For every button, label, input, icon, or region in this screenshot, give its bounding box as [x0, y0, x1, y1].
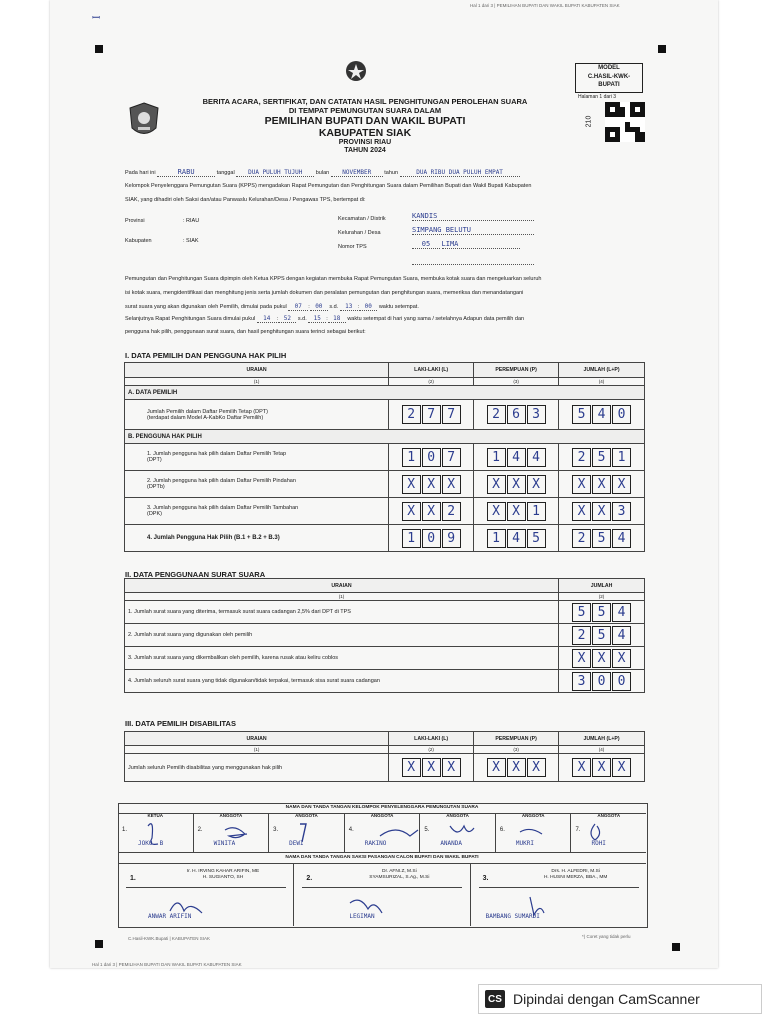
kecamatan-value: KANDIS [412, 212, 534, 221]
page-indicator: Halaman 1 dari 3 [578, 94, 617, 100]
paragraph-line-2: isi kotak suara, mengidentifikasi dan menghitung jenis serta jumlah dokumen dan peralatan pemungutan dan penghitungan suara, memeriksa dan menandatangani [125, 290, 524, 296]
tps-code: 210 [585, 115, 593, 128]
paragraph-line-1: Pemungutan dan Penghitungan Suara dipimpin oleh Ketua KPPS dengan kegiatan membuka Rapat Pemungutan Suara, membuka kotak suara dan mengeluarkan seluruh [125, 276, 542, 282]
table-row: 2. Jumlah pengguna hak pilih dalam Daftar Pemilih Pindahan (DPTb) X X X X X X X X X [125, 471, 645, 498]
table-row: 4. Jumlah Pengguna Hak Pilih (B.1 + B.2 + B.3) 1 0 9 1 4 5 2 5 4 [125, 525, 645, 552]
footnote: *) Coret yang tidak perlu [582, 934, 631, 939]
intro-date-line: Pada hari ini RABU tanggal DUA PULUH TUJUH bulan NOVEMBER tahun DUA RIBU DUA PULUH EMPAT [125, 168, 520, 177]
section-2-table: URAIAN JUMLAH (1) (2) 1. Jumlah surat suara yang diterima, termasuk surat suara cadangan 2,5% dari DPT di TPS 5 5 4 2. Jumlah surat suara yang digunakan oleh pemilih 2 5 4 3. Jumlah surat suara yang dikembalikan oleh pemilih, karena rusak atau keliru coblos X X X 4. Jumlah seluruh surat suara yang tidak digunakan/tidak terpakai, termasuk sisa surat suara cadangan 3 0 0 [124, 578, 645, 693]
table-row: 1. Jumlah pengguna hak pilih dalam Daftar Pemilih Tetap (DPT) 1 0 7 1 4 4 2 5 1 [125, 444, 645, 471]
saksi-3: 3. Drs. H. ALFEDRI, M.Si H. HUSNI MERZA, BBA., MM BAMBANG SUMARDI [471, 863, 646, 926]
saksi-1: 1. Ir. H. IRVING KAHAR ARIFIN, ME H. SUGIANTO, SH ANWAR ARIFIN [118, 863, 294, 926]
kpps-member-7: ANGGOTA 7. ROHI [575, 813, 621, 847]
registration-mark [95, 45, 103, 53]
kelurahan-value: SIMPANG BELUTU [412, 226, 534, 235]
saksi-title: NAMA DAN TANDA TANGAN SAKSI PASANGAN CALON BUPATI DAN WAKIL BUPATI [118, 852, 646, 864]
section-b-title: B. PENGGUNA HAK PILIH [125, 430, 645, 444]
table-row: 3. Jumlah surat suara yang dikembalikan oleh pemilih, karena rusak atau keliru coblos X X X [125, 647, 645, 670]
table-row: 3. Jumlah pengguna hak pilih dalam Daftar Pemilih Tambahan (DPK) X X 2 X X 1 X X 3 [125, 498, 645, 525]
kpps-member-2: ANGGOTA 2. WINITA [194, 813, 270, 852]
provinsi-label: Provinsi [125, 218, 145, 224]
kabupaten-label: Kabupaten [125, 238, 152, 244]
siak-regency-logo-icon [128, 102, 160, 140]
camscanner-logo-icon: CS [485, 990, 505, 1008]
handwritten-mark: ꟷ [92, 13, 101, 24]
table-row: Jumlah seluruh Pemilih disabilitas yang menggunakan hak pilih X X X X X X X X X [125, 754, 645, 782]
intro-line-2: Kelompok Penyelenggara Pemungutan Suara (KPPS) mengadakan Rapat Pemungutan dan Penghitungan Suara dalam Pemilihan Bupati dan Wakil Bupati Kabupaten [125, 183, 532, 189]
kabupaten-value: : SIAK [183, 238, 199, 244]
bottom-note: Hal 1 dari 3 | PEMILIHAN BUPATI DAN WAKIL BUPATI KABUPATEN SIAK [92, 962, 242, 967]
table-row: Jumlah Pemilih dalam Daftar Pemilih Tetap (DPT) (terdapat dalam Model A-KabKo Daftar Pemilih) 2 7 7 2 6 3 5 4 0 [125, 400, 645, 430]
signature-scribbles [140, 816, 640, 856]
table-row: 4. Jumlah seluruh surat suara yang tidak digunakan/tidak terpakai, termasuk sisa surat suara cadangan 3 0 0 [125, 670, 645, 693]
paragraph-line-5: pengguna hak pilih, penggunaan surat suara, dan hasil penghitungan suara terinci sebagai berikut: [125, 329, 366, 335]
intro-line-3: SIAK, yang dihadiri oleh Saksi dan/atau Panwaslu Kelurahan/Desa / Pengawas TPS, bertempat di: [125, 197, 366, 203]
registration-mark [672, 943, 680, 951]
section-2-title: II. DATA PENGGUNAAN SURAT SUARA [125, 570, 266, 579]
paragraph-line-3: surat suara yang akan digunakan oleh Pemilih, dimulai pada pukul 07 : 00 s.d. 13 : 00 waktu setempat. [125, 303, 419, 310]
kpps-member-6: ANGGOTA 6. MUKRI [496, 813, 572, 852]
top-note: Hal 1 dari 3 | PEMILIHAN BUPATI DAN WAKIL BUPATI KABUPATEN SIAK [470, 3, 620, 8]
kpps-member-1: KETUA 1. JOKO. B [118, 813, 194, 852]
section-1-table: URAIAN LAKI-LAKI (L) PEREMPUAN (P) JUMLAH (L+P) (1) (2) (3) (4) A. DATA PEMILIH Jumlah Pemilih dalam Daftar Pemilih Tetap (DPT) (terdapat dalam Model A-KabKo Daftar Pemilih) 2 7 7 2 6 3 5 4 0 B. PENGGUNA HAK PILIH 1. Jumlah pengguna hak pilih dalam Daftar Pemilih Tetap (DPT) 1 0 7 1 4 4 2 5 1 2. Jumlah pengguna hak pilih dalam Daftar Pemilih Pindahan (DPTb) X X X X X X X X X 3. Jumlah pengguna hak pilih dalam Daftar Pemilih Tambahan (DPK) X X 2 X X 1 X X 3 4. Jumlah Pengguna Hak Pilih (B.1 + B.2 + B.3) 1 0 9 1 4 5 2 5 4 [124, 362, 645, 552]
kpu-logo-icon [345, 60, 367, 82]
section-1-title: I. DATA PEMILIH DAN PENGGUNA HAK PILIH [125, 351, 287, 360]
kpps-title: NAMA DAN TANDA TANGAN KELOMPOK PENYELENGGARA PEMUNGUTAN SUARA [118, 803, 646, 814]
kecamatan-label: Kecamatan / Distrik [338, 216, 386, 222]
kpps-member-4: ANGGOTA 4. RAKINO [345, 813, 421, 852]
kpps-member-5: ANGGOTA 5. ANANDA [420, 813, 496, 852]
table-row: 1. Jumlah surat suara yang diterima, termasuk surat suara cadangan 2,5% dari DPT di TPS 5 5 4 [125, 601, 645, 624]
watermark-text: Dipindai dengan CamScanner [513, 991, 700, 1007]
tps-extra-line [412, 258, 534, 265]
kpps-member-3: ANGGOTA 3. DEWI [269, 813, 345, 852]
document-header: BERITA ACARA, SERTIFIKAT, DAN CATATAN HASIL PENGHITUNGAN PEROLEHAN SUARA DI TEMPAT PEMUNGUTAN SUARA DALAM PEMILIHAN BUPATI DAN WAKIL BUPATI KABUPATEN SIAK PROVINSI RIAU TAHUN 2024 [202, 97, 528, 155]
registration-mark [95, 940, 103, 948]
qr-code-icon [605, 102, 645, 142]
tps-label: Nomor TPS [338, 244, 367, 250]
form-footer: C.Hasil-KWK.Bupati | KABUPATEN SIAK [128, 936, 211, 941]
registration-mark [658, 45, 666, 53]
section-3-title: III. DATA PEMILIH DISABILITAS [125, 719, 236, 728]
saksi-signature-scribbles [150, 893, 610, 918]
saksi-2: 2. Dr. AFNI.Z, M.Si SYAMSURIZAL, S.Ag., M.Si LEGIMAN [294, 863, 470, 926]
camscanner-watermark [478, 984, 762, 1014]
model-box: MODEL C.HASIL-KWK- BUPATI [575, 63, 643, 93]
section-3-table: URAIAN LAKI-LAKI (L) PEREMPUAN (P) JUMLAH (L+P) (1) (2) (3) (4) Jumlah seluruh Pemilih disabilitas yang menggunakan hak pilih X X X X X X X X X [124, 731, 645, 782]
table-row: 2. Jumlah surat suara yang digunakan oleh pemilih 2 5 4 [125, 624, 645, 647]
paragraph-line-4: Selanjutnya Rapat Penghitungan Suara dimulai pukul 14 : 52 s.d. 15 : 18 waktu setempat di hari yang sama / setelahnya Adapun data pemilih dan [125, 315, 525, 322]
tps-value: 05 LIMA [412, 240, 534, 249]
section-a-title: A. DATA PEMILIH [125, 386, 645, 400]
provinsi-value: : RIAU [183, 218, 200, 224]
kelurahan-label: Kelurahan / Desa [338, 230, 381, 236]
